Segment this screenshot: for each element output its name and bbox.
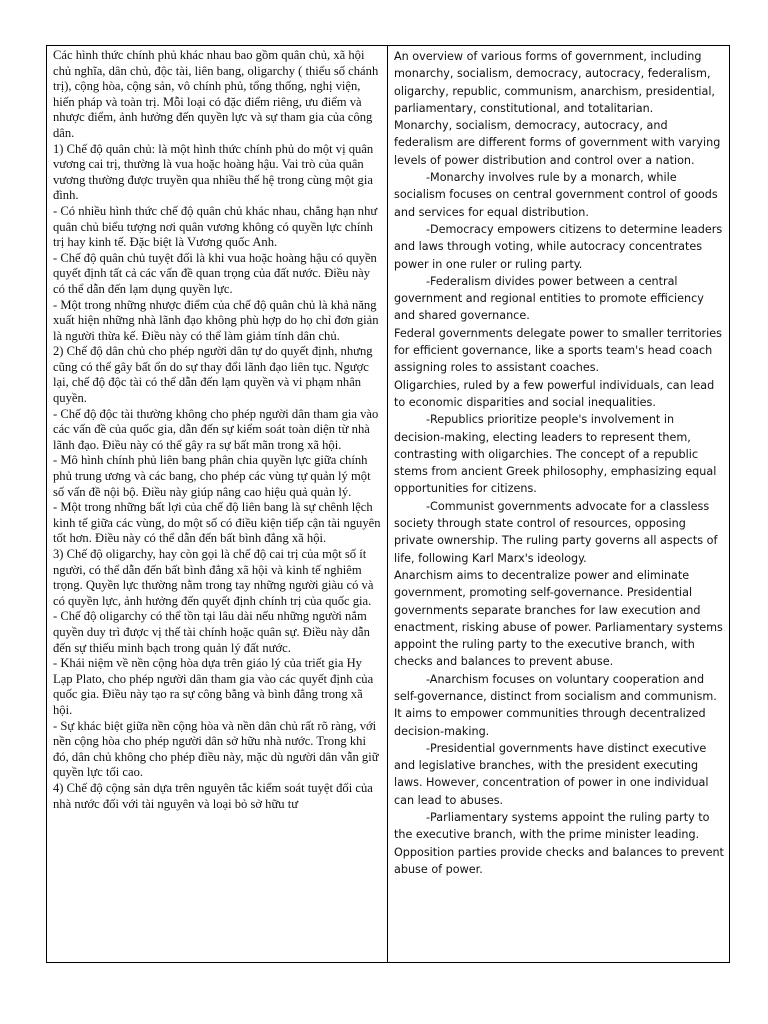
- vietnamese-paragraph: - Chế độ độc tài thường không cho phép người dân tham gia vào các vấn đề của quốc gia, dẫn đến sự kiểm soát toàn diện từ nhà lãnh đạo. Điều này có thể gây ra sự bất mãn trong xã hội.: [53, 406, 379, 452]
- vietnamese-paragraph: 3) Chế độ oligarchy, hay còn gọi là chế độ cai trị của một số ít người, có thể dẫn đến bất bình đẳng xã hội và kinh tế nghiêm trọng. Quyền lực thường nằm trong tay những người giàu có và có quyền lực, ảnh hưởng đến quyết định chính trị của quốc gia.: [53, 547, 374, 608]
- english-paragraph: Federal governments delegate power to smaller territories for efficient governance, like a sports team's head coach assigning roles to assistant coaches.: [394, 326, 722, 375]
- english-paragraph: -Anarchism focuses on voluntary cooperation and self-governance, distinct from socialism and communism. It aims to empower communities through decentralized decision-making.: [394, 672, 717, 738]
- vietnamese-paragraph: - Chế độ quân chủ tuyệt đối là khi vua hoặc hoàng hậu có quyền quyết định tất cả các vấn đề quan trọng của đất nước. Điều này có thể dẫn đến lạm dụng quyền lực.: [53, 250, 377, 296]
- english-paragraph: -Monarchy involves rule by a monarch, while socialism focuses on central government control of goods and services for equal distribution.: [394, 171, 718, 219]
- english-paragraph: Oligarchies, ruled by a few powerful individuals, can lead to economic disparities and social inequalities.: [394, 378, 715, 409]
- vietnamese-paragraph: Các hình thức chính phủ khác nhau bao gồm quân chủ, xã hội chủ nghĩa, dân chủ, độc tài, liên bang, oligarchy ( thiểu số chánh trị), cộng hòa, cộng sản, vô chính phủ, tổng thống, nghị viện, hiến pháp và toàn trị. Mỗi loại có đặc điểm riêng, ưu điểm và nhược điểm, ảnh hưởng đến quyền lực và sự tham gia của công dân.: [53, 48, 379, 140]
- table-row: [47, 46, 730, 963]
- vietnamese-paragraph: 4) Chế độ cộng sản dựa trên nguyên tắc kiểm soát tuyệt đối của nhà nước đối với tài nguyên và loại bỏ sở hữu tư: [53, 780, 373, 811]
- vietnamese-paragraph: 1) Chế độ quân chủ: là một hình thức chính phủ do một vị quân vương cai trị, thường là vua hoặc hoàng hậu. Vai trò của quân vương thường được truyền qua nhiều thế hệ trong cùng một gia đình.: [53, 141, 374, 203]
- english-paragraph: -Communist governments advocate for a classless society through state control of resources, opposing private ownership. The ruling party governs all aspects of life, following Karl Marx's ideology.: [394, 499, 718, 565]
- vietnamese-column: [47, 46, 388, 963]
- vietnamese-paragraph: - Mô hình chính phủ liên bang phân chia quyền lực giữa chính phủ trung ương và các bang, cho phép các vùng tự quản lý một số vấn đề nội bộ. Điều này giúp nâng cao hiệu quả quản lý.: [53, 453, 371, 499]
- english-paragraph: -Parliamentary systems appoint the ruling party to the executive branch, with the prime minister leading. Opposition parties provide checks and balances to prevent abuse of power.: [394, 811, 724, 876]
- english-paragraph: An overview of various forms of government, including monarchy, socialism, democracy, autocracy, federalism, oligarchy, republic, communism, anarchism, presidential, parliamentary, constitutional, and totalitarian.: [394, 50, 715, 115]
- english-paragraph: -Federalism divides power between a central government and regional entities to promote efficiency and shared governance.: [394, 274, 704, 323]
- vietnamese-paragraph: - Một trong những bất lợi của chế độ liên bang là sự chênh lệch kinh tế giữa các vùng, do một số có điều kiện tiếp cận tài nguyên tốt hơn. Điều này có thể dẫn đến bất bình đẳng xã hội.: [53, 500, 381, 546]
- english-paragraph: Monarchy, socialism, democracy, autocracy, and federalism are different forms of government with varying levels of power distribution and control over a nation.: [394, 119, 721, 167]
- vietnamese-paragraph: 2) Chế độ dân chủ cho phép người dân tự do quyết định, nhưng cũng có thể gây bất ổn do sự thay đổi lãnh đạo liên tục. Ngược lại, chế độ độc tài có thể dẫn đến lạm quyền và vi phạm nhân quyền.: [53, 344, 373, 406]
- bilingual-table: [46, 45, 730, 963]
- english-paragraph: -Presidential governments have distinct executive and legislative branches, with the president executing laws. However, concentration of power in one individual can lead to abuses.: [394, 741, 709, 807]
- vietnamese-paragraph: - Một trong những nhược điểm của chế độ quân chủ là khả năng xuất hiện những nhà lãnh đạo không phù hợp do họ chỉ đơn giản là người thừa kế. Điều này có thể làm giảm tính dân chủ.: [53, 297, 379, 343]
- vietnamese-paragraph: - Chế độ oligarchy có thể tồn tại lâu dài nếu những người nắm quyền duy trì được vị thế tài chính hoặc quân sự. Điều này dẫn đến sự thiếu minh bạch trong quản lý đất nước.: [53, 609, 370, 655]
- vietnamese-paragraph: - Khái niệm về nền cộng hòa dựa trên giáo lý của triết gia Hy Lạp Plato, cho phép người dân tham gia vào các quyết định của quốc gia. Điều này tạo ra sự công bằng và bình đẳng trong xã hội.: [53, 656, 374, 717]
- english-column: [388, 46, 730, 963]
- english-paragraph: -Democracy empowers citizens to determine leaders and laws through voting, while autocracy concentrates power in one ruler or ruling party.: [394, 222, 723, 271]
- vietnamese-paragraph: - Có nhiều hình thức chế độ quân chủ khác nhau, chẳng hạn như quân chủ biểu tượng nơi quân vương không có quyền lực chính trị hay kinh tế. Đặc biệt là Vương quốc Anh.: [53, 203, 378, 250]
- vietnamese-paragraph: - Sự khác biệt giữa nền cộng hòa và nền dân chủ rất rõ ràng, với nền cộng hòa cho phép người dân sở hữu nhà nước. Trong khi đó, dân chủ không cho phép điều này, mặc dù người dân vẫn giữ quyền lực tối cao.: [53, 718, 379, 780]
- english-paragraph: -Republics prioritize people's involvement in decision-making, electing leaders to represent them, contrasting with oligarchies. The concept of a republic stems from ancient Greek philosophy, emphasizing equal opportunities for citizens.: [394, 413, 717, 496]
- english-paragraph: Anarchism aims to decentralize power and eliminate government, promoting self-governance. Presidential governments separate branches for law execution and enactment, risking abuse of power. Parliamentary systems appoint the ruling party to the executive branch, with checks and balances to prevent abuse.: [394, 568, 723, 669]
